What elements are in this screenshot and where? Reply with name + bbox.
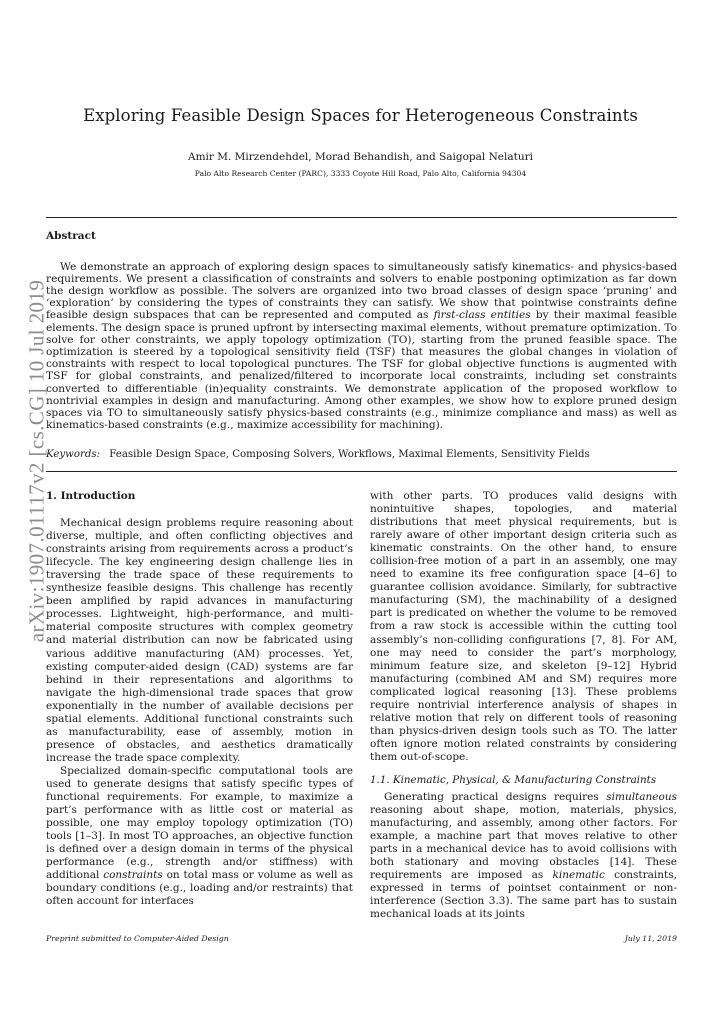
right-column <box>370 490 677 922</box>
keywords-text: Feasible Design Space, Composing Solvers, Workflows, Maximal Elements, Sensitivity Fields <box>109 449 590 460</box>
intro-paragraph-continued: with other parts. TO produces valid designs with nonintuitive shapes, topologies, and material distributions that meet physical requirements, but is rarely aware of other important design criteria such as kinematic constraints. On the other hand, to ensure collision-free motion of a part in an assembly, one may need to examine its free configuration space [4–6] to guarantee collision avoidance. Similarly, for subtractive manufacturing (SM), the machinability of a designed part is predicated on whether the volume to be removed from a raw stock is accessible within the cutting tool assembly’s non-colliding configurations [7, 8]. For AM, one may need to consider the part’s morphology, minimum feature size, and skeleton [9–12] Hybrid manufacturing (combined AM and SM) requires more complicated logical reasoning [13]. These problems require nontrivial interference analysis of shapes in relative motion that rely on different tools of reasoning than physics-driven design tools such as TO. The latter often ignore motion related constraints by considering them out-of-scope. <box>370 490 677 763</box>
footer-date: July 11, 2019 <box>624 934 677 943</box>
footer-submission-note: Preprint submitted to Computer-Aided Design <box>46 934 229 943</box>
abstract-top-rule <box>46 217 677 218</box>
intro-paragraph-1: Mechanical design problems require reasoning about diverse, multiple, and often conflicting objectives and constraints arising from requirements across a product’s lifecycle. The key engineering design challenge lies in traversing the trade space of these requirements to synthesize feasible designs. This challenge has recently been amplified by rapid advances in manufacturing processes. Lightweight, high-performance, and multi-material composite structures with complex geometry and material distribution can now be fabricated using various additive manufacturing (AM) processes. Yet, existing computer-aided design (CAD) systems are far behind in their representations and algorithms to navigate the high-dimensional trade spaces that grow exponentially in the number of available decisions per spatial elements. Additional functional constraints such as manufacturability, ease of assembly, motion in presence of obstacles, and aesthetics dramatically increase the trade space complexity. <box>46 517 353 764</box>
subsection-emphasis-2: kinematic <box>552 869 605 882</box>
subsection-text-part2: reasoning about shape, motion, materials, physics, manufacturing, and assembly, among other factors. For example, a machine part that moves relative to other parts in a mechanical device has to avoid collisions with both stationary and moving obstacles [14]. These requirements are imposed as <box>370 804 677 882</box>
abstract-emphasis: first-class entities <box>433 309 531 322</box>
abstract-bottom-rule <box>46 471 677 472</box>
abstract-text-part1: We demonstrate an approach of exploring design spaces to simultaneously satisfy kinematics- and physics-based requirements. We present a classification of constraints and solvers to enable postponing optimization as far down the design workflow as possible. The solvers are organized into two broad classes of design space ‘pruning’ and ‘exploration’ by considering the types of constraints they can satisfy. We show that pointwise constraints define feasible design subspaces that can be represented and computed as <box>46 260 677 322</box>
paper-title: Exploring Feasible Design Spaces for Heterogeneous Constraints <box>83 106 638 125</box>
subsection-heading: 1.1. Kinematic, Physical, & Manufacturing Constraints <box>370 773 657 786</box>
keywords-label: Keywords: <box>46 449 101 460</box>
arxiv-identifier: arXiv:1907.01117v2 [cs.CG] 10 Jul 2019 <box>24 279 49 643</box>
intro-paragraph-2-part2: on total mass or volume as well as boundary conditions (e.g., loading and/or restraints) that often account for interfaces <box>46 869 353 908</box>
subsection-text-part1: Generating practical designs requires <box>384 791 607 804</box>
subsection-text-part3: constraints, expressed in terms of pointset containment or non-interference (Section 3.3). The same part has to sustain mechanical loads at its joints <box>370 869 677 921</box>
section-heading-introduction: 1. Introduction <box>46 490 136 502</box>
subsection-paragraph <box>370 791 677 921</box>
abstract-body <box>46 261 677 432</box>
abstract-text-part2: by their maximal feasible elements. The design space is pruned upfront by intersecting maximal elements, without premature optimization. To solve for other constraints, we apply topology optimization (TO), starting from the pruned feasible space. The optimization is steered by a topological sensitivity field (TSF) that measures the global changes in violation of constraints with respect to local topological punctures. The TSF for global objective functions is augmented with TSF for global constraints, and penalized/filtered to incorporate local constraints, including set constraints converted to differentiable (in)equality constraints. We demonstrate application of the proposed workflow to nontrivial examples in design and manufacturing. Among other examples, we show how to explore pruned design spaces via TO to simultaneously satisfy physics-based constraints (e.g., minimize compliance and mass) as well as kinematics-based constraints (e.g., maximize accessibility for machining). <box>46 309 678 432</box>
keywords-line <box>46 449 677 460</box>
left-column <box>46 490 353 908</box>
abstract-heading: Abstract <box>46 230 96 242</box>
affiliation: Palo Alto Research Center (PARC), 3333 Coyote Hill Road, Palo Alto, California 94304 <box>194 169 527 178</box>
intro-paragraph-2-emphasis: constraints <box>103 869 163 882</box>
subsection-emphasis-1: simultaneous <box>606 791 677 804</box>
intro-paragraph-2-part1: Specialized domain-specific computational tools are used to generate designs that satisfy specific types of functional requirements. For example, to maximize a part’s performance with as little cost or material as possible, one may employ topology optimization (TO) tools [1–3]. In most TO approaches, an objective function is defined over a design domain in terms of the physical performance (e.g., strength and/or stiffness) with additional <box>46 764 353 882</box>
author-list: Amir M. Mirzendehdel, Morad Behandish, and Saigopal Nelaturi <box>187 151 533 163</box>
intro-paragraph-2 <box>46 765 353 909</box>
